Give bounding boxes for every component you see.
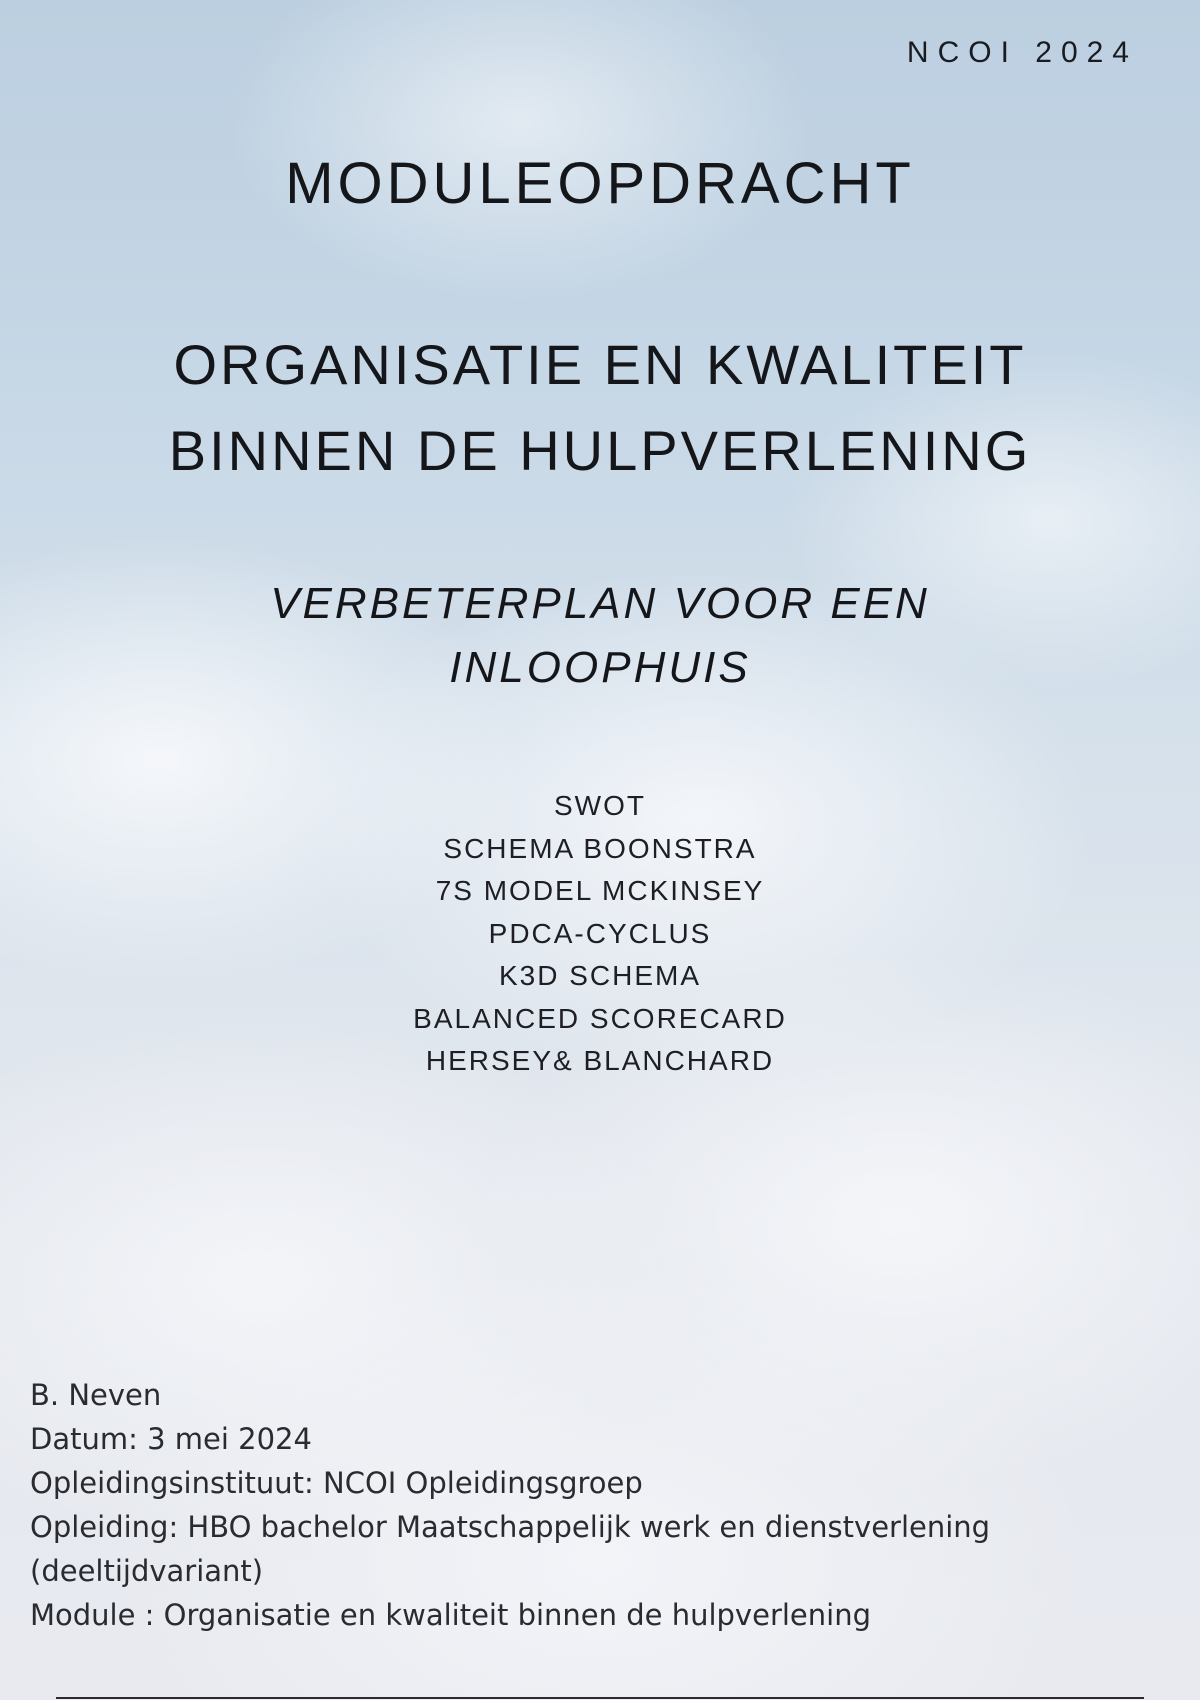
document-subtitle <box>0 572 1200 700</box>
module-line: Module : Organisatie en kwaliteit binnen de hulpverlening <box>30 1598 871 1632</box>
document-date: Datum: 3 mei 2024 <box>30 1422 312 1456</box>
education-line: Opleiding: HBO bachelor Maatschappelijk werk en dienstverlening <box>30 1510 991 1544</box>
model-item: SCHEMA BOONSTRA <box>443 832 757 864</box>
institute-line: Opleidingsinstituut: NCOI Opleidingsgroep <box>30 1466 643 1500</box>
model-item: PDCA-CYCLUS <box>488 917 712 949</box>
author-name: B. Neven <box>30 1378 162 1412</box>
document-title: MODULEOPDRACHT <box>285 151 915 216</box>
footer-divider <box>56 1697 1144 1699</box>
subtitle-line: INLOOPHUIS <box>449 643 751 692</box>
subtitle-line: VERBETERPLAN VOOR EEN <box>270 579 930 628</box>
brand-label: NCOI 2024 <box>906 36 1138 69</box>
education-variant-line: (deeltijdvariant) <box>30 1554 264 1588</box>
model-item: HERSEY& BLANCHARD <box>425 1045 775 1076</box>
course-title-line: BINNEN DE HULPVERLENING <box>168 419 1032 482</box>
course-title <box>0 322 1200 494</box>
model-item: 7S MODEL MCKINSEY <box>435 875 765 906</box>
document-meta <box>30 1373 1130 1637</box>
models-list <box>0 785 1200 1083</box>
model-item: SWOT <box>554 790 646 821</box>
model-item: BALANCED SCORECARD <box>413 1002 787 1034</box>
course-title-line: ORGANISATIE EN KWALITEIT <box>173 333 1027 396</box>
model-item: K3D SCHEMA <box>498 960 702 991</box>
